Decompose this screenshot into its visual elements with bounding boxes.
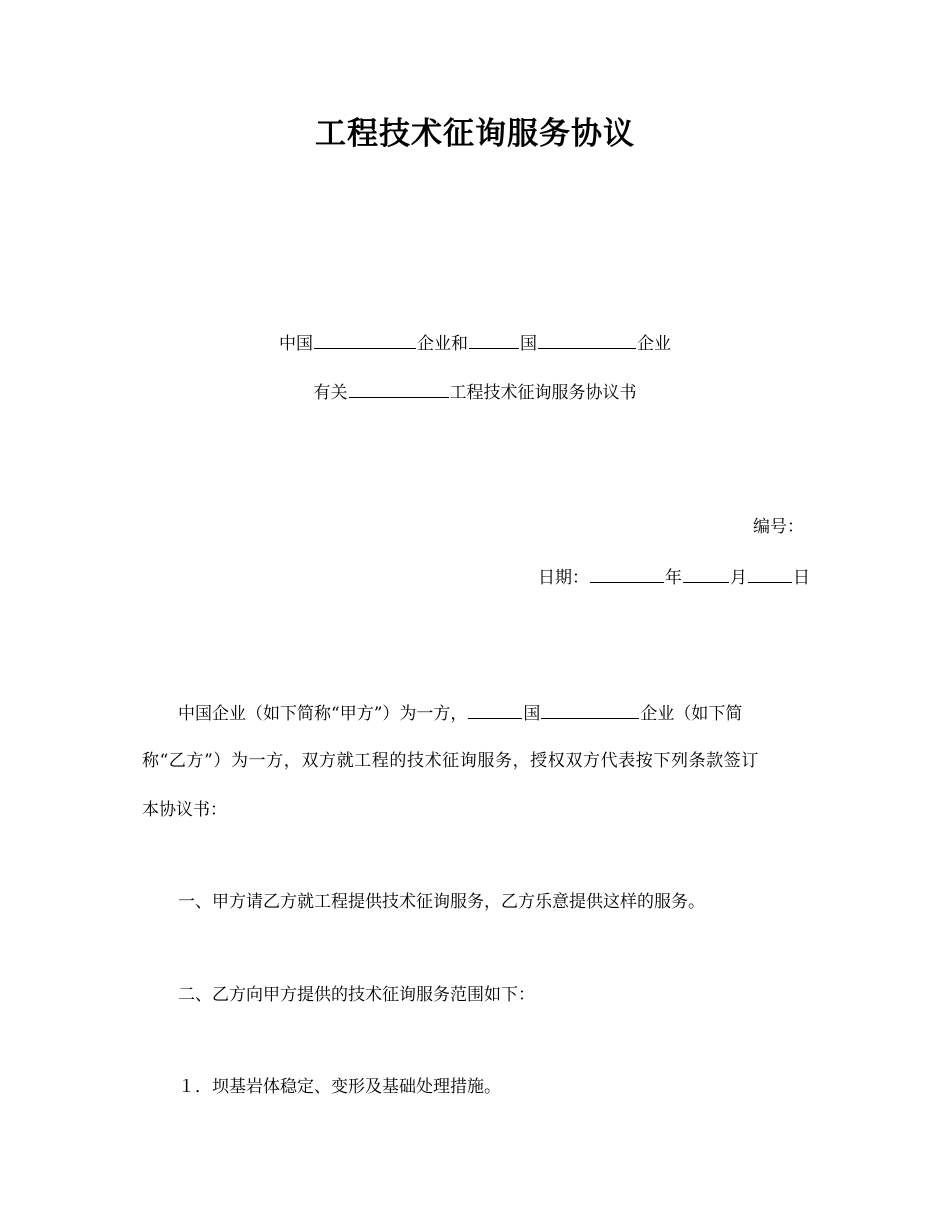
heading-text: 企业 [637,334,671,354]
date-year-field[interactable] [590,564,664,583]
document-title: 工程技术征询服务协议 [315,116,635,152]
heading-text: 企业和 [417,334,468,354]
clause-1: 一、甲方请乙方就工程提供技术征询服务，乙方乐意提供这样的服务。 [178,892,705,912]
date-day-label: 日 [793,568,810,588]
intro-line-3: 本协议书： [142,800,227,820]
clause-2: 二、乙方向甲方提供的技术征询服务范围如下： [178,985,535,1005]
heading-text: 有关 [313,383,348,403]
blank-field[interactable] [468,700,522,719]
number-label: 编号： [753,517,804,537]
intro-text: 中国企业（如下简称“甲方”）为一方， [178,704,468,724]
clause-2-item-1: １．坝基岩体稳定、变形及基础处理措施。 [178,1077,501,1097]
date-year-label: 年 [665,568,682,588]
heading-line-subject [0,379,950,405]
date-day-field[interactable] [748,564,792,583]
document-date [538,564,810,590]
heading-line-parties [0,330,950,356]
intro-text: 企业（如下简 [640,704,743,724]
heading-text: 中国 [279,334,313,354]
date-label: 日期： [538,568,589,588]
intro-line-1 [178,700,742,726]
date-month-label: 月 [730,568,747,588]
heading-text: 工程技术征询服务协议书 [449,383,637,403]
blank-field[interactable] [538,330,636,349]
blank-field[interactable] [541,700,639,719]
intro-text: 国 [523,704,541,724]
heading-text: 国 [520,334,537,354]
blank-field[interactable] [469,330,519,349]
document-number [753,515,804,539]
intro-line-2: 称“乙方”）为一方，双方就工程的技术征询服务，授权双方代表按下列条款签订 [142,751,759,771]
blank-field[interactable] [314,330,416,349]
date-month-field[interactable] [683,564,729,583]
blank-field[interactable] [349,379,449,398]
